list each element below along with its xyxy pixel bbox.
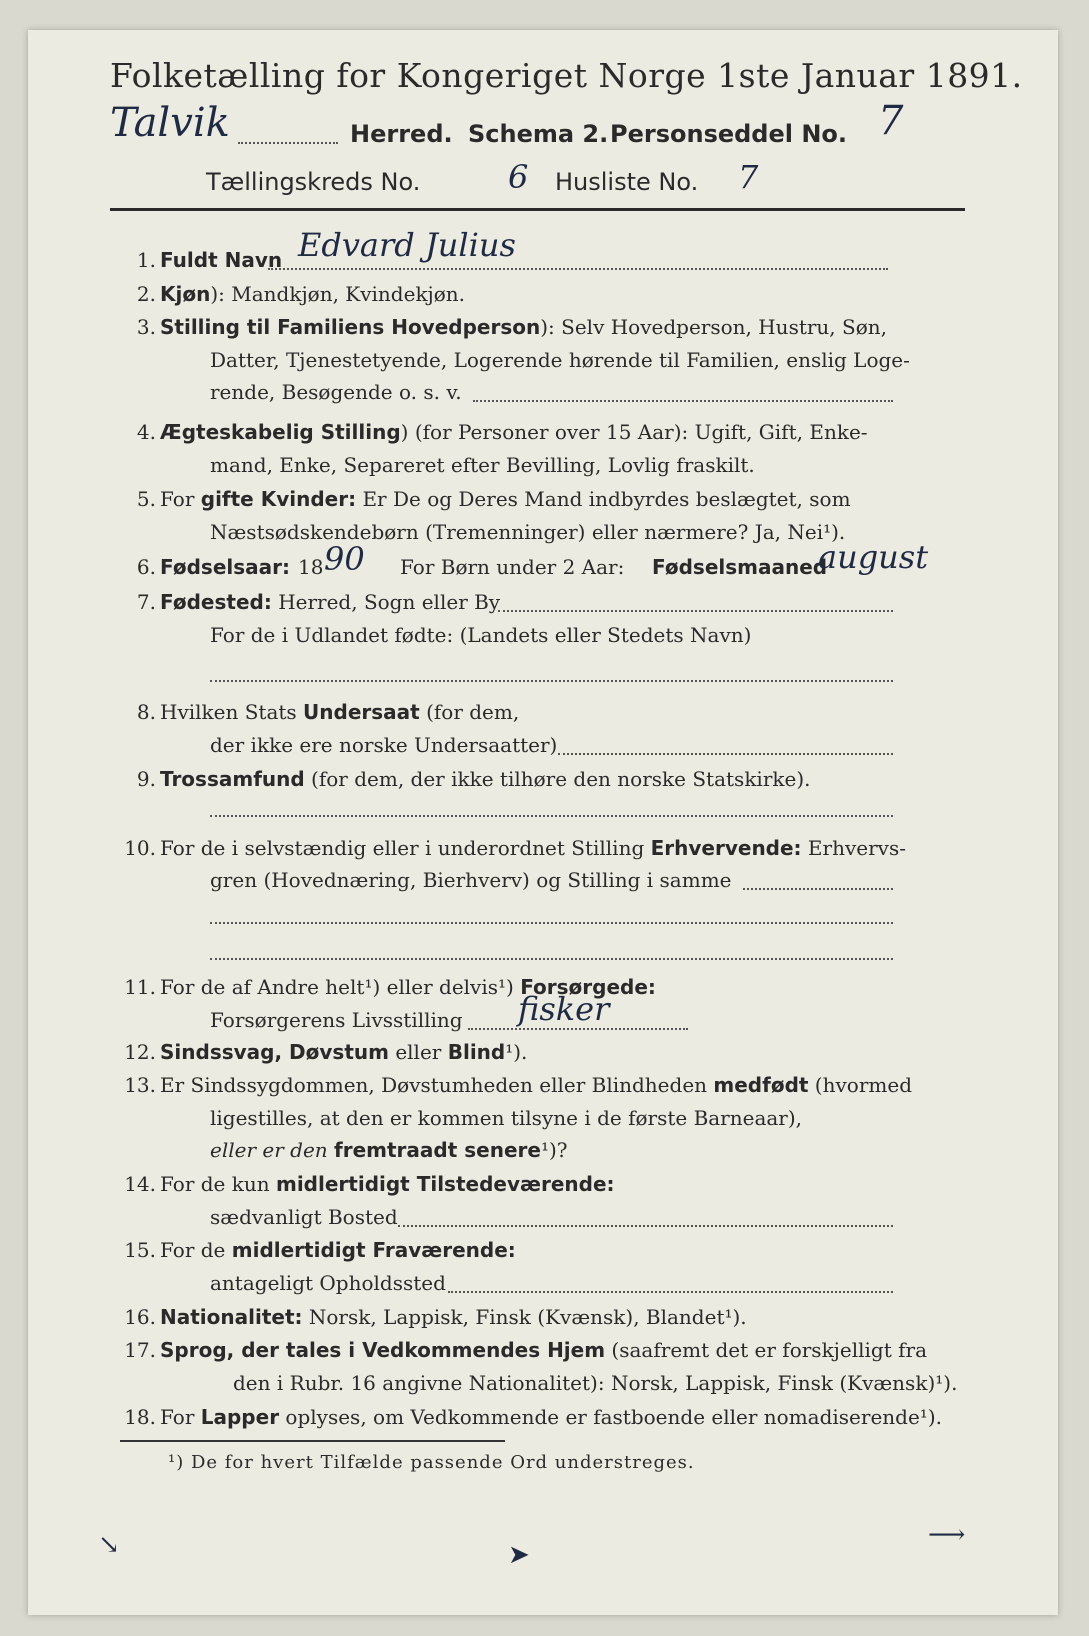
item-2-number: 2.: [136, 282, 156, 306]
item-3-text-b: Datter, Tjenestetyende, Logerende hørende til Familien, enslig Loge-: [210, 348, 910, 372]
item-4-number: 4.: [136, 420, 156, 444]
item-13-text-b: (hvormed: [808, 1073, 912, 1097]
item-9-dots: [210, 815, 893, 817]
item-12-label-b: Blind: [447, 1040, 506, 1064]
herred-dots: [238, 142, 338, 144]
taellingskreds-label: Tællingskreds No.: [206, 168, 421, 196]
item-11-value: fisker: [518, 990, 610, 1028]
item-3-text-c: rende, Besøgende o. s. v.: [210, 380, 462, 404]
item-18-number: 18.: [124, 1405, 156, 1429]
item-11-text-b: Forsørgerens Livsstilling: [210, 1008, 463, 1032]
item-12-number: 12.: [124, 1040, 156, 1064]
husliste-label: Husliste No.: [555, 168, 699, 196]
item-16-label: Nationalitet:: [160, 1305, 303, 1329]
item-7-number: 7.: [136, 590, 156, 614]
margin-mark-right: ⟶: [928, 1520, 966, 1550]
husliste-value: 7: [738, 158, 759, 196]
item-8-number: 8.: [136, 700, 156, 724]
item-1-label: Fuldt Navn: [160, 248, 283, 272]
margin-mark-center: ➤: [508, 1540, 530, 1570]
item-11-dots: [468, 1028, 688, 1030]
item-6-month-value: august: [818, 538, 929, 576]
item-5-line-a: [160, 487, 851, 511]
item-4-text-b: mand, Enke, Separeret efter Bevilling, Lovlig fraskilt.: [210, 453, 755, 477]
item-3-dots: [473, 400, 893, 402]
item-12-line: [160, 1040, 527, 1064]
herred-value: Talvik: [110, 100, 230, 146]
schema-label: Schema 2.: [468, 120, 609, 148]
item-3-label: Stilling til Familiens Hovedperson: [160, 315, 541, 339]
item-7-dots-2: [210, 680, 893, 682]
item-15-dots: [448, 1291, 893, 1293]
item-7-label: Fødested:: [160, 590, 272, 614]
item-17-label: Sprog, der tales i Vedkommendes Hjem: [160, 1338, 606, 1362]
item-13-line-d: [210, 1138, 568, 1162]
item-13-text-a: Er Sindssygdommen, Døvstumheden eller Blindheden: [160, 1073, 714, 1097]
item-3-text-a: ): Selv Hovedperson, Hustru, Søn,: [540, 315, 888, 339]
item-16-number: 16.: [124, 1305, 156, 1329]
item-6-number: 6.: [136, 555, 156, 579]
item-5-number: 5.: [136, 487, 156, 511]
item-9-label: Trossamfund: [160, 767, 305, 791]
item-3-number: 3.: [136, 315, 156, 339]
item-14-label: midlertidigt Tilstedeværende:: [275, 1172, 615, 1196]
item-13-label-b: fremtraadt senere: [334, 1138, 541, 1162]
item-2-text: ): Mandkjøn, Kvindekjøn.: [210, 282, 466, 306]
item-2-label: Kjøn: [160, 282, 211, 306]
item-1-value: Edvard Julius: [298, 226, 516, 264]
item-17-line-a: [160, 1338, 927, 1362]
item-4-text-a: ) (for Personer over 15 Aar): Ugift, Gift, Enke-: [400, 420, 868, 444]
item-10-dots: [743, 888, 893, 890]
item-8-line-a: [160, 700, 519, 724]
header-rule: [110, 208, 965, 211]
item-17-number: 17.: [124, 1338, 156, 1362]
item-3-line-a: [160, 315, 887, 339]
item-6-label: Fødselsaar:: [160, 555, 290, 579]
item-6-text-a: For Børn under 2 Aar:: [400, 555, 625, 579]
herred-label: Herred.: [350, 120, 453, 148]
item-14-text-b: sædvanligt Bosted: [210, 1205, 398, 1229]
item-16-text: Norsk, Lappisk, Finsk (Kvænsk), Blandet¹).: [302, 1305, 747, 1329]
item-9-line: [160, 767, 811, 791]
item-15-text-a: For de: [160, 1238, 232, 1262]
item-13-line-a: [160, 1073, 912, 1097]
item-13-text-d: eller er den: [210, 1138, 335, 1162]
item-17-text-a: (saafremt det er forskjelligt fra: [605, 1338, 927, 1362]
item-10-label: Erhvervende:: [650, 836, 802, 860]
item-11-number: 11.: [124, 975, 156, 999]
item-1-dots: [268, 268, 888, 270]
item-18-text-a: For: [160, 1405, 201, 1429]
item-8-text-a: Hvilken Stats: [160, 700, 304, 724]
item-6-year-value: 90: [324, 540, 365, 578]
item-18-label: Lapper: [200, 1405, 280, 1429]
item-18-line: [160, 1405, 942, 1429]
item-14-text-a: For de kun: [160, 1172, 276, 1196]
margin-mark-left: ↘: [98, 1530, 120, 1560]
taellingskreds-value: 6: [508, 158, 529, 196]
item-14-number: 14.: [124, 1172, 156, 1196]
item-11-label: Forsørgede:: [520, 975, 656, 999]
item-14-dots: [398, 1225, 893, 1227]
item-8-dots: [558, 753, 893, 755]
census-form-page: [28, 30, 1058, 1615]
item-13-text-e: ¹)?: [540, 1138, 568, 1162]
item-13-text-c: ligestilles, at den er kommen tilsyne i de første Barneaar),: [210, 1106, 803, 1130]
item-12-text: eller: [388, 1040, 448, 1064]
item-10-dots-3: [210, 958, 893, 960]
item-18-text-b: oplyses, om Vedkommende er fastboende eller nomadiserende¹).: [279, 1405, 942, 1429]
item-13-label: medfødt: [713, 1073, 809, 1097]
item-16-line: [160, 1305, 747, 1329]
item-6-label-b: Fødselsmaaned: [652, 555, 828, 579]
item-11-text-a: For de af Andre helt¹) eller delvis¹): [160, 975, 521, 999]
item-6-year-prefix: 18: [298, 555, 324, 579]
item-10-dots-2: [210, 922, 893, 924]
item-10-text-b: Erhvervs-: [801, 836, 906, 860]
item-17-text-b: den i Rubr. 16 angivne Nationalitet): Norsk, Lappisk, Finsk (Kvænsk)¹).: [233, 1371, 958, 1395]
footnote-rule: [120, 1440, 505, 1442]
item-8-label: Undersaat: [303, 700, 420, 724]
item-7-dots: [498, 610, 893, 612]
item-15-line-a: [160, 1238, 516, 1262]
item-10-text-c: gren (Hovednæring, Bierhverv) og Stilling i samme: [210, 868, 732, 892]
item-7-text-b: For de i Udlandet fødte: (Landets eller Stedets Navn): [210, 623, 752, 647]
item-8-text-c: der ikke ere norske Undersaatter): [210, 733, 558, 757]
item-12-label: Sindssvag, Døvstum: [160, 1040, 389, 1064]
item-7-line-a: [160, 590, 500, 614]
item-10-number: 10.: [124, 836, 156, 860]
item-9-number: 9.: [136, 767, 156, 791]
item-5-text-b: Er De og Deres Mand indbyrdes beslægtet, som: [356, 487, 851, 511]
item-12-text-b: ¹).: [505, 1040, 528, 1064]
item-5-text-a: For: [160, 487, 201, 511]
item-4-label: Ægteskabelig Stilling: [160, 420, 401, 444]
personseddel-value: 7: [878, 98, 904, 144]
item-10-line-a: [160, 836, 906, 860]
form-title: Folketælling for Kongeriget Norge 1ste Januar 1891.: [110, 56, 1023, 95]
item-7-text-a: Herred, Sogn eller By: [278, 590, 501, 614]
item-13-number: 13.: [124, 1073, 156, 1097]
item-1-number: 1.: [136, 248, 156, 272]
item-4-line-a: [160, 420, 868, 444]
item-2-line: [160, 282, 465, 306]
item-10-text-a: For de i selvstændig eller i underordnet Stilling: [160, 836, 651, 860]
footnote: ¹) De for hvert Tilfælde passende Ord understreges.: [168, 1452, 695, 1473]
item-15-number: 15.: [124, 1238, 156, 1262]
personseddel-label: Personseddel No.: [610, 120, 848, 148]
item-15-label: midlertidigt Fraværende:: [231, 1238, 516, 1262]
item-8-text-b: (for dem,: [419, 700, 520, 724]
item-15-text-b: antageligt Opholdssted: [210, 1271, 446, 1295]
item-5-text-c: Næstsødskendebørn (Tremenninger) eller nærmere? Ja, Nei¹).: [210, 520, 846, 544]
item-9-text: (for dem, der ikke tilhøre den norske Statskirke).: [304, 767, 811, 791]
item-14-line-a: [160, 1172, 615, 1196]
item-5-label: gifte Kvinder:: [200, 487, 357, 511]
